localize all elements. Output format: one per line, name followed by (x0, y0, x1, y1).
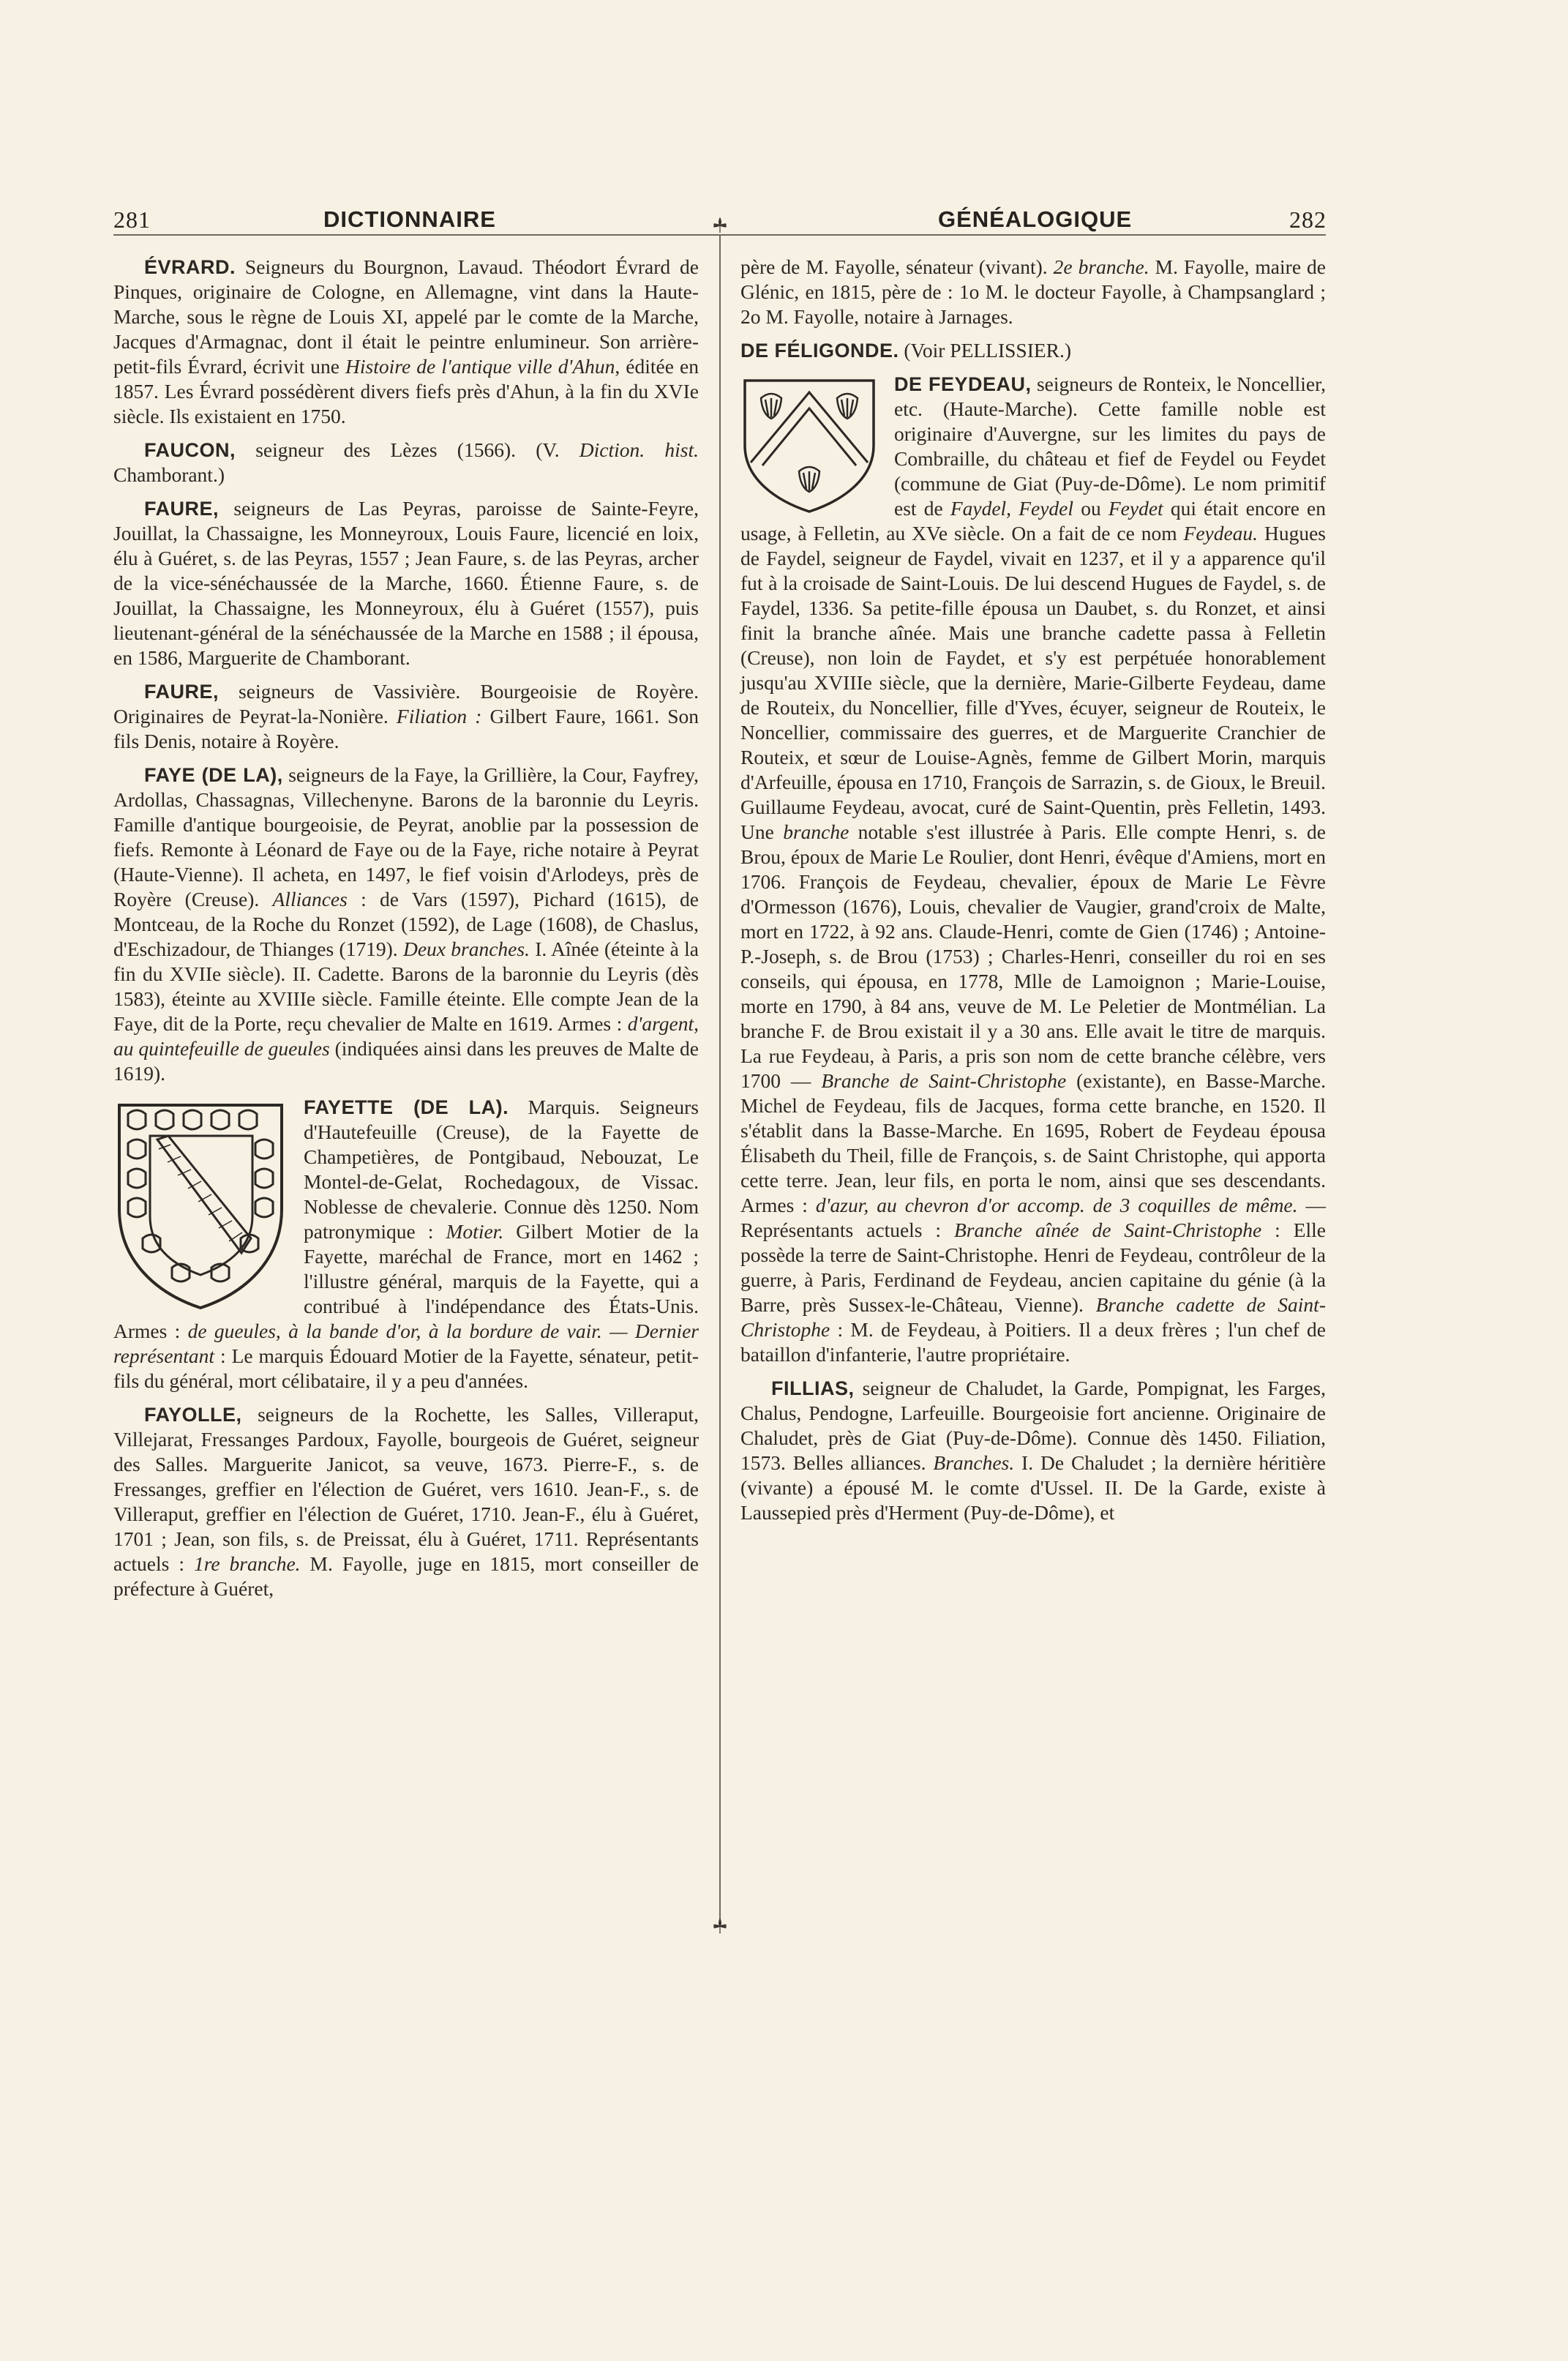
entry-feydeau: DE FEYDEAU, seigneurs de Ronteix, le Noncellier, etc. (Haute-Marche). Cette famille noble est originaire d'Auvergne, sur les limites du pays de Combraille, du château et fief de Feydel ou Feydet (commune de Giat (Puy-de-Dôme). Le nom primitif est de Faydel, Feydel ou Feydet qui était encore en usage, à Felletin, au XVe siècle. On a fait de ce nom Feydeau. Hugues de Faydel, seigneur de Faydel, vivait en 1237, et il y a apparence qu'il fut à la croisade de Saint-Louis. De lui descend Hugues de Faydel, s. de Faydel, 1336. Sa petite-fille épousa un Daubet, s. du Ronzet, et ainsi finit la branche aînée. Mais une branche cadette passa à Felletin (Creuse), non loin de Faydet, et s'y est perpétuée honorablement jusqu'au XVIIIe siècle, que la dernière, Marie-Gilberte Feydeau, dame de Routeix, du Noncellier, fille d'Yves, écuyer, seigneur de Routeix, le Noncellier, commissaire des guerres, et de Marguerite Cranchier de Routeix, et sœur de Louise-Agnès, femme de Gilbert Morin, marquis d'Arfeuille, épousa en 1710, François de Sarrazin, s. de Gioux, le Breuil. Guillaume Feydeau, avocat, curé de Saint-Quentin, près Felletin, 1493. Une branche notable s'est illustrée à Paris. Elle compte Henri, s. de Brou, époux de Marie Le Roulier, dont Henri, évêque d'Amiens, mort en 1706. François de Feydeau, chevalier, époux de Marie Le Fèvre d'Ormesson (1676), Louis, chevalier de Vaugier, grand'croix de Malte, mort en 1722, à 92 ans. Claude-Henri, comte de Gien (1746) ; Antoine-P.-Joseph, s. de Brou (1753) ; Charles-Henri, conseiller du roi en ses conseils, qui épousa, en 1778, Mlle de Lamoignon ; Marie-Louise, morte en 1790, à 84 ans, veuve de M. Le Peletier de Montmélian. La branche F. de Brou existait il y a 30 ans. Elle avait le titre de marquis. La rue Feydeau, à Paris, a pris son nom de cette branche célèbre, vers 1700 — Branche de Saint-Christophe (existante), en Basse-Marche. Michel de Feydeau, fils de Jacques, forma cette branche, en 1520. Il s'établit dans la Basse-Marche. En 1695, Robert de Feydeau épousa Élisabeth du Theil, fille de François, s. de Saint Christophe, qui apporta cette terre. Jean, leur fils, en porta le nom, ainsi que ses descendants. Armes : d'azur, au chevron d'or accomp. de 3 coquilles de même. — Représentants actuels : Branche aînée de Saint-Christophe : Elle possède la terre de Saint-Christophe. Henri de Feydeau, contrôleur de la guerre, à Paris, Ferdinand de Feydeau, ancien capitaine du génie (à la Barre, près Sussex-le-Château, Vienne). Branche cadette de Saint-Christophe : M. de Feydeau, à Poitiers. Il a deux frères ; l'un chef de bataillon d'infanterie, l'autre propriétaire. (740, 373, 1327, 1366)
headword: FAUCON, (144, 439, 236, 461)
page-number-right: 282 (1289, 206, 1327, 233)
entry-faye: FAYE (DE LA), seigneurs de la Faye, la Grillière, la Cour, Fayfrey, Ardollas, Chassagnas, Villechenyne. Barons de la baronnie du Leyris. Famille d'antique bourgeoisie, de Peyrat, anoblie par la possession de fiefs. Remonte à Léonard de Faye ou de la Faye, riche notaire à Peyrat (Haute-Vienne). Il acheta, en 1497, le fief voisin d'Arlodeys, près de Royère (Creuse). Alliances : de Vars (1597), Pichard (1615), de Montceau, de la Roche du Ronzet (1592), de Lage (1608), de Chaslus, d'Eschizadour, de Thianges (1719). Deux branches. I. Aînée (éteinte à la fin du XVIIe siècle). II. Cadette. Barons de la baronnie du Leyris (dès 1583), éteinte au XVIIIe siècle. Famille éteinte. Elle compte Jean de la Faye, dit de la Porte, reçu chevalier de Malte en 1619. Armes : d'argent, au quintefeuille de gueules (indiquées ainsi dans les preuves de Malte de 1619). (113, 763, 699, 1085)
entry-faure-vassiviere: FAURE, seigneurs de Vassivière. Bourgeoisie de Royère. Originaires de Peyrat-la-Nonière. Filiation : Gilbert Faure, 1661. Son fils Denis, notaire à Royère. (113, 680, 699, 752)
entry-fayette: FAYETTE (DE LA). Marquis. Seigneurs d'Hautefeuille (Creuse), de la Fayette de Champetières, de Pontgibaud, Nebouzat, Le Montel-de-Gelat, Rochedagoux, de Vissac. Noblesse de chevalerie. Connue dès 1250. Nom patronymique : Motier. Gilbert Motier de la Fayette, maréchal de France, mort en 1462 ; l'illustre général, marquis de la Fayette, qui a contribué à l'indépendance des États-Unis. Armes : de gueules, à la bande d'or, à la bordure de vair. — Dernier représentant : Le marquis Édouard Motier de la Fayette, sénateur, petit-fils du général, mort célibataire, il y a peu d'années. (113, 1096, 699, 1392)
headword: FAYOLLE, (144, 1404, 242, 1426)
entry-fayolle: FAYOLLE, seigneurs de la Rochette, les Salles, Villeraput, Villejarat, Fressanges Pardoux, Fayolle, bourgeois de Guéret, seigneur des Salles. Marguerite Janicot, sa veuve, 1673. Pierre-F., s. de Fressanges, greffier en l'élection de Guéret, vers 1610. Jean-F., s. de Villeraput, greffier en l'élection de Guéret, 1710. Jean-F., élu à Guéret, 1701 ; Jean, son fils, s. de Preissat, élu à Guéret, 1711. Représentants actuels : 1re branche. M. Fayolle, juge en 1815, mort conseiller de préfecture à Guéret, (113, 1403, 699, 1600)
headword: FAYETTE (DE LA). (304, 1096, 509, 1118)
column-divider (719, 236, 721, 1923)
running-title-left: DICTIONNAIRE (323, 206, 496, 232)
running-title-right: GÉNÉALOGIQUE (938, 206, 1133, 232)
headword: ÉVRARD. (144, 256, 236, 278)
entry-fayolle-continued: père de M. Fayolle, sénateur (vivant). 2e branche. M. Fayolle, maire de Glénic, en 1815, père de : 1o M. le docteur Fayolle, à Champsanglard ; 2o M. Fayolle, notaire à Jarnages. (740, 255, 1327, 328)
left-column (113, 255, 699, 1610)
entry-feligonde: DE FÉLIGONDE. (Voir PELLISSIER.) (740, 339, 1072, 362)
headword: DE FEYDEAU, (894, 373, 1032, 395)
bottom-ornament-icon (711, 1917, 729, 1935)
entry-fillias: FILLIAS, seigneur de Chaludet, la Garde, Pompignat, les Farges, Chalus, Pendogne, Larfeuille. Bourgeoisie fort ancienne. Originaire de Chaludet, près de Giat (Puy-de-Dôme). Connue dès 1450. Filiation, 1573. Belles alliances. Branches. I. De Chaludet ; la dernière héritière (vivante) a épousé M. le comte d'Ussel. II. De la Garde, existe à Laussepied près d'Herment (Puy-de-Dôme), et (740, 1377, 1327, 1524)
entry-faucon: FAUCON, seigneur des Lèzes (1566). (V. Diction. hist. Chamborant.) (113, 438, 699, 486)
headword: FAURE, (144, 681, 220, 703)
coat-of-arms-fayette-icon (113, 1099, 288, 1312)
right-column (740, 255, 1326, 1534)
page-number-left: 281 (113, 206, 151, 233)
coat-of-arms-feydeau-icon (740, 376, 878, 515)
entry-faure-peyras: FAURE, seigneurs de Las Peyras, paroisse de Sainte-Feyre, Jouillat, la Chassaigne, les Monneyroux, Louis Faure, licencié en loix, élu à Guéret, s. de las Peyras, 1557 ; Jean Faure, s. de las Peyras, archer de la vice-sénéchaussée de la Marche, 1660. Étienne Faure, s. de Jouillat, la Chassaigne, les Monneyroux, élu à Guéret (1557), puis lieutenant-général de la sénéchaussée de la Marche en 1588 ; il épousa, en 1586, Marguerite de Chamborant. (113, 497, 699, 669)
fleur-ornament-icon (711, 217, 729, 234)
headword: FAYE (DE LA), (144, 764, 283, 786)
headword: FILLIAS, (771, 1377, 855, 1399)
entry-evrard: ÉVRARD. Seigneurs du Bourgnon, Lavaud. Théodort Évrard de Pinques, originaire de Cologne, en Allemagne, vint dans la Haute-Marche, sous le règne de Louis XI, appelé par le comte de la Marche, Jacques d'Armagnac, dont il était le peintre enlumineur. Son arrière-petit-fils Évrard, écrivit une Histoire de l'antique ville d'Ahun, éditée en 1857. Les Évrard possédèrent divers fiefs près d'Ahun, à la fin du XVIe siècle. Ils existaient en 1750. (113, 255, 699, 427)
headword: DE FÉLIGONDE. (740, 340, 899, 362)
headword: FAURE, (144, 498, 220, 520)
